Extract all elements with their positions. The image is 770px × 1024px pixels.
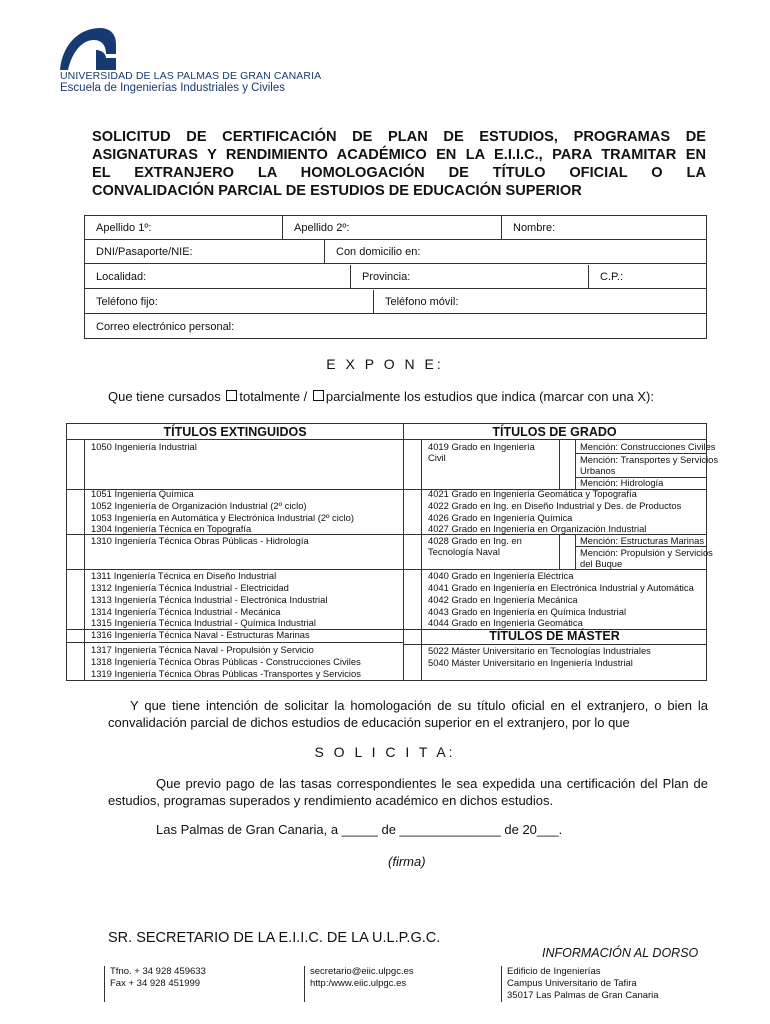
provincia-field[interactable] (351, 265, 589, 288)
field-label: Teléfono móvil: (385, 296, 459, 308)
table-divider (575, 439, 576, 489)
mencion-item: Mención: Construcciones Civiles (580, 441, 716, 452)
field-label: Localidad: (96, 271, 147, 283)
intention-paragraph: Y que tiene intención de solicitar la homologación de su título oficial en el extranjero, o bien la convalidación parcial de dichos estudios de educación superior en el extranjero, por lo que (108, 698, 708, 730)
degree-grado: 4026 Grado en Ingeniería Química (428, 512, 573, 523)
totalmente-checkbox[interactable] (226, 390, 237, 401)
degree-extinguido: 1318 Ingeniería Técnica Obras Públicas - Construcciones Civiles (91, 656, 361, 667)
footer-address (501, 966, 659, 1002)
mencion-item: Mención: Transportes y Servicios (580, 454, 719, 465)
degree-extinguido: 1310 Ingeniería Técnica Obras Públicas - Hidrología (91, 535, 309, 546)
correo-field[interactable] (85, 315, 706, 339)
field-label: C.P.: (600, 271, 624, 283)
extinguidos-header: TÍTULOS EXTINGUIDOS (163, 425, 307, 439)
localidad-field[interactable] (85, 265, 351, 288)
table-divider (559, 534, 560, 569)
field-label: Correo electrónico personal: (96, 321, 235, 333)
form-row (85, 216, 706, 240)
university-name: UNIVERSIDAD DE LAS PALMAS DE GRAN CANARIA (60, 70, 322, 82)
nombre-field[interactable] (502, 216, 706, 239)
title-line: CONVALIDACIÓN PARCIAL DE ESTUDIOS DE EDUCACIÓN SUPERIOR (92, 183, 582, 199)
university-logo (56, 24, 118, 74)
field-label: Apellido 1º: (96, 222, 152, 234)
dni-field[interactable] (85, 240, 325, 263)
footer-web-link[interactable]: http:/www.eiic.ulpgc.es (310, 978, 407, 989)
table-divider (559, 439, 560, 489)
signature-label: (firma) (388, 854, 426, 869)
degree-table (66, 423, 719, 681)
degree-master: 5022 Máster Universitario en Tecnologías Industriales (428, 645, 651, 656)
degree-grado: 4021 Grado en Ingeniería Geomática y Topografía (428, 488, 637, 499)
cp-field[interactable] (589, 265, 706, 288)
field-label: DNI/Pasaporte/NIE: (96, 246, 193, 258)
degree-extinguido: 1311 Ingeniería Técnica en Diseño Industrial (91, 570, 277, 581)
domicilio-field[interactable] (325, 240, 706, 263)
cursados-text: Que tiene cursados (108, 389, 225, 404)
footer-contact-phone (104, 966, 206, 1002)
degree-extinguido: 1319 Ingeniería Técnica Obras Públicas -Transportes y Servicios (91, 668, 361, 679)
school-name: Escuela de Ingenierías Industriales y Civiles (60, 82, 286, 94)
degree-extinguido: 1052 Ingeniería de Organización Industrial (2º ciclo) (91, 500, 307, 511)
mencion-item: Mención: Hidrología (580, 477, 664, 488)
form-row (85, 315, 706, 339)
degree-grado: Civil (428, 452, 446, 463)
degree-grado: 4043 Grado en Ingeniería en Química Industrial (428, 606, 627, 617)
degree-grado: 4044 Grado en Ingeniería Geomática (428, 617, 583, 628)
date-line: Las Palmas de Gran Canaria, a _____ de ______________ de 20___. (156, 822, 563, 837)
apellido2-field[interactable] (283, 216, 502, 239)
field-label: Provincia: (362, 271, 411, 283)
form-row (85, 290, 706, 314)
cursados-statement (108, 389, 654, 404)
footer-line: Fax + 34 928 451999 (110, 978, 201, 989)
apellido1-field[interactable] (85, 216, 283, 239)
table-divider (67, 439, 706, 440)
degree-extinguido: 1304 Ingeniería Técnica en Topografía (91, 523, 252, 534)
info-note: INFORMACIÓN AL DORSO (542, 946, 699, 960)
grado-header: TÍTULOS DE GRADO (492, 425, 617, 439)
degree-extinguido: 1314 Ingeniería Técnica Industrial - Mecánica (91, 606, 281, 617)
mencion-item: Mención: Propulsión y Servicios (580, 547, 713, 558)
degree-grado: 4042 Grado en Ingeniería Mecánica (428, 594, 578, 605)
telefono-movil-field[interactable] (374, 290, 706, 313)
telefono-fijo-field[interactable] (85, 290, 374, 313)
footer-line: Tfno. + 34 928 459633 (110, 966, 206, 977)
table-divider (84, 439, 85, 680)
table-divider (575, 534, 576, 569)
degree-extinguido: 1317 Ingeniería Técnica Naval - Propulsión y Servicio (91, 644, 314, 655)
title-line: SOLICITUD DE CERTIFICACIÓN DE PLAN DE ESTUDIOS, PROGRAMAS DE (92, 129, 706, 145)
mencion-item: Urbanos (580, 465, 616, 476)
title-line: EL EXTRANJERO LA HOMOLOGACIÓN DE TÍTULO OFICIAL O LA (92, 165, 706, 181)
form-row (85, 240, 706, 264)
mencion-item: Mención: Estructuras Marinas (580, 535, 705, 546)
degree-grado: 4022 Grado en Ing. en Diseño Industrial y Des. de Productos (428, 500, 682, 511)
footer-email-link[interactable]: secretario@eiic.ulpgc.es (310, 966, 414, 977)
footer-line: 35017 Las Palmas de Gran Canaria (507, 990, 659, 1001)
degree-grado: 4028 Grado en Ing. en (428, 535, 522, 546)
degree-extinguido: 1051 Ingeniería Química (91, 488, 194, 499)
degree-extinguido: 1315 Ingeniería Técnica Industrial - Química Industrial (91, 617, 316, 628)
field-label: Apellido 2º: (294, 222, 350, 234)
degree-grado: 4041 Grado en Ingeniería en Electrónica Industrial y Automática (428, 582, 694, 593)
expone-heading: E X P O N E: (326, 356, 444, 372)
degree-extinguido: 1053 Ingeniería en Automática y Electrónica Industrial (2º ciclo) (91, 512, 354, 523)
field-label: Con domicilio en: (336, 246, 421, 258)
parcialmente-checkbox[interactable] (313, 390, 324, 401)
table-divider (67, 642, 403, 643)
degree-master: 5040 Máster Universitario en Ingeniería Industrial (428, 657, 633, 668)
totalmente-label: totalmente / (239, 389, 311, 404)
degree-extinguido: 1313 Ingeniería Técnica Industrial - Electrónica Industrial (91, 594, 328, 605)
degree-grado: Tecnología Naval (428, 546, 500, 557)
footer-line: Edificio de Ingenierías (507, 966, 601, 977)
degree-extinguido: 1312 Ingeniería Técnica Industrial - Electricidad (91, 582, 289, 593)
degree-extinguido: 1316 Ingeniería Técnica Naval - Estructuras Marinas (91, 629, 310, 640)
request-paragraph: Que previo pago de las tasas correspondientes le sea expedida una certificación del Plan de estudios, programas superados y rendimiento académico en dichos estudios. (108, 776, 708, 808)
form-row (85, 265, 706, 289)
parcialmente-label: parcialmente los estudios que indica (marcar con una X): (325, 389, 654, 404)
degree-grado: 4019 Grado en Ingeniería (428, 441, 535, 452)
degree-grado: 4027 Grado en Ingeniería en Organización Industrial (428, 523, 647, 534)
mencion-item: del Buque (580, 558, 623, 569)
degree-grado: 4040 Grado en Ingeniería Eléctrica (428, 570, 574, 581)
master-header: TÍTULOS DE MÁSTER (489, 629, 620, 643)
title-line: ASIGNATURAS Y RENDIMIENTO ACADÉMICO EN LA E.I.I.C., PARA TRAMITAR EN (92, 147, 706, 163)
footer-line: Campus Universitario de Tafira (507, 978, 637, 989)
footer-contact-web (304, 966, 414, 1002)
field-label: Teléfono fijo: (96, 296, 158, 308)
personal-data-form (84, 215, 707, 339)
field-label: Nombre: (513, 222, 556, 234)
solicita-heading: S O L I C I T A: (314, 744, 456, 760)
addressee: SR. SECRETARIO DE LA E.I.I.C. DE LA U.L.P.G.C. (108, 930, 441, 946)
page-title (92, 128, 706, 200)
degree-extinguido: 1050 Ingeniería Industrial (91, 441, 197, 452)
